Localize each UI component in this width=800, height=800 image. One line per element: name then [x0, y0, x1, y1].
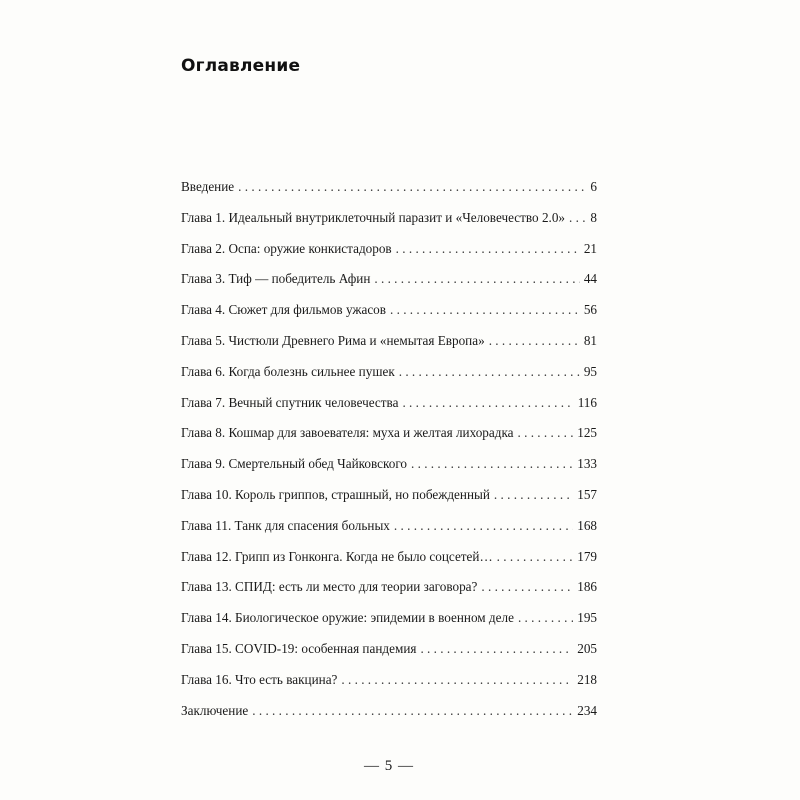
toc-entry[interactable] — [181, 332, 597, 363]
toc-entry[interactable] — [181, 209, 597, 240]
toc-entry[interactable] — [181, 578, 597, 609]
toc-entry-label: Глава 9. Смертельный обед Чайковского — [181, 456, 407, 472]
toc-entry-label: Глава 5. Чистюли Древнего Рима и «немытая Европа» — [181, 332, 485, 348]
dot-leader — [238, 178, 586, 196]
toc-entry-page: 205 — [577, 640, 597, 656]
dot-leader — [518, 609, 573, 627]
toc-entry-label: Глава 4. Сюжет для фильмов ужасов — [181, 302, 386, 318]
toc-entry[interactable] — [181, 455, 597, 486]
toc-entry-label: Глава 14. Биологическое оружие: эпидемии в военном деле — [181, 610, 514, 626]
toc-entry-label: Глава 12. Грипп из Гонконга. Когда не было соцсетей… — [181, 548, 493, 564]
dot-leader — [399, 363, 580, 381]
page-number: — 5 — — [364, 758, 414, 774]
toc-entry-page: 44 — [583, 271, 597, 287]
toc-entry-label: Глава 10. Король гриппов, страшный, но побежденный — [181, 486, 490, 502]
toc-entry-label: Глава 8. Кошмар для завоевателя: муха и желтая лихорадка — [181, 425, 514, 441]
toc-entry[interactable] — [181, 270, 597, 301]
toc-entry[interactable] — [181, 394, 597, 425]
dot-leader — [569, 209, 586, 227]
toc-entry-page: 6 — [590, 179, 597, 194]
dot-leader — [494, 486, 573, 504]
toc-entry-label: Глава 13. СПИД: есть ли место для теории заговора? — [181, 579, 478, 595]
table-of-contents — [181, 178, 597, 732]
toc-entry[interactable] — [181, 486, 597, 517]
dot-leader — [497, 548, 574, 566]
toc-entry[interactable] — [181, 424, 597, 455]
toc-entry-page: 125 — [577, 425, 597, 441]
toc-entry-page: 8 — [590, 209, 597, 225]
toc-entry-label: Глава 1. Идеальный внутриклеточный паразит и «Человечество 2.0» — [181, 209, 566, 225]
dot-leader — [396, 240, 580, 258]
toc-entry-page: 95 — [583, 363, 597, 379]
dot-leader — [518, 424, 574, 442]
toc-entry[interactable] — [181, 702, 597, 733]
toc-entry-page: 21 — [583, 240, 597, 256]
dot-leader — [252, 702, 573, 720]
toc-entry-page: 218 — [577, 671, 597, 687]
toc-entry[interactable] — [181, 301, 597, 332]
toc-entry-label: Глава 3. Тиф — победитель Афин — [181, 271, 371, 287]
toc-entry-label: Глава 7. Вечный спутник человечества — [181, 394, 399, 410]
toc-entry-page: 157 — [577, 486, 597, 502]
toc-entry-label: Заключение — [181, 702, 249, 718]
dot-leader — [390, 301, 580, 319]
toc-entry[interactable] — [181, 363, 597, 394]
toc-entry-label: Глава 2. Оспа: оружие конкистадоров — [181, 240, 392, 256]
dot-leader — [374, 270, 579, 288]
toc-entry[interactable] — [181, 240, 597, 271]
dot-leader — [489, 332, 580, 350]
dot-leader — [411, 455, 573, 473]
toc-entry-page: 179 — [577, 548, 597, 564]
dot-leader — [481, 578, 573, 596]
toc-entry-label: Глава 16. Что есть вакцина? — [181, 671, 338, 687]
toc-entry-label: Глава 6. Когда болезнь сильнее пушек — [181, 363, 395, 379]
toc-entry[interactable] — [181, 178, 597, 209]
dot-leader — [341, 671, 573, 689]
dot-leader — [420, 640, 573, 658]
toc-entry-page: 56 — [583, 302, 597, 318]
toc-entry[interactable] — [181, 548, 597, 579]
toc-entry-page: 234 — [577, 702, 597, 718]
toc-entry-page: 133 — [577, 456, 597, 472]
dot-leader — [402, 394, 573, 412]
toc-entry-page: 168 — [577, 517, 597, 533]
toc-entry-label: Введение — [181, 179, 235, 194]
toc-entry-page: 81 — [583, 332, 597, 348]
toc-entry[interactable] — [181, 609, 597, 640]
toc-entry[interactable] — [181, 671, 597, 702]
toc-entry[interactable] — [181, 640, 597, 671]
toc-entry-label: Глава 15. COVID-19: особенная пандемия — [181, 640, 417, 656]
page-title: Оглавление — [181, 56, 301, 76]
toc-entry-page: 195 — [577, 610, 597, 626]
toc-entry-label: Глава 11. Танк для спасения больных — [181, 517, 390, 533]
dot-leader — [394, 517, 573, 535]
toc-entry[interactable] — [181, 517, 597, 548]
toc-entry-page: 186 — [577, 579, 597, 595]
toc-entry-page: 116 — [577, 394, 597, 410]
